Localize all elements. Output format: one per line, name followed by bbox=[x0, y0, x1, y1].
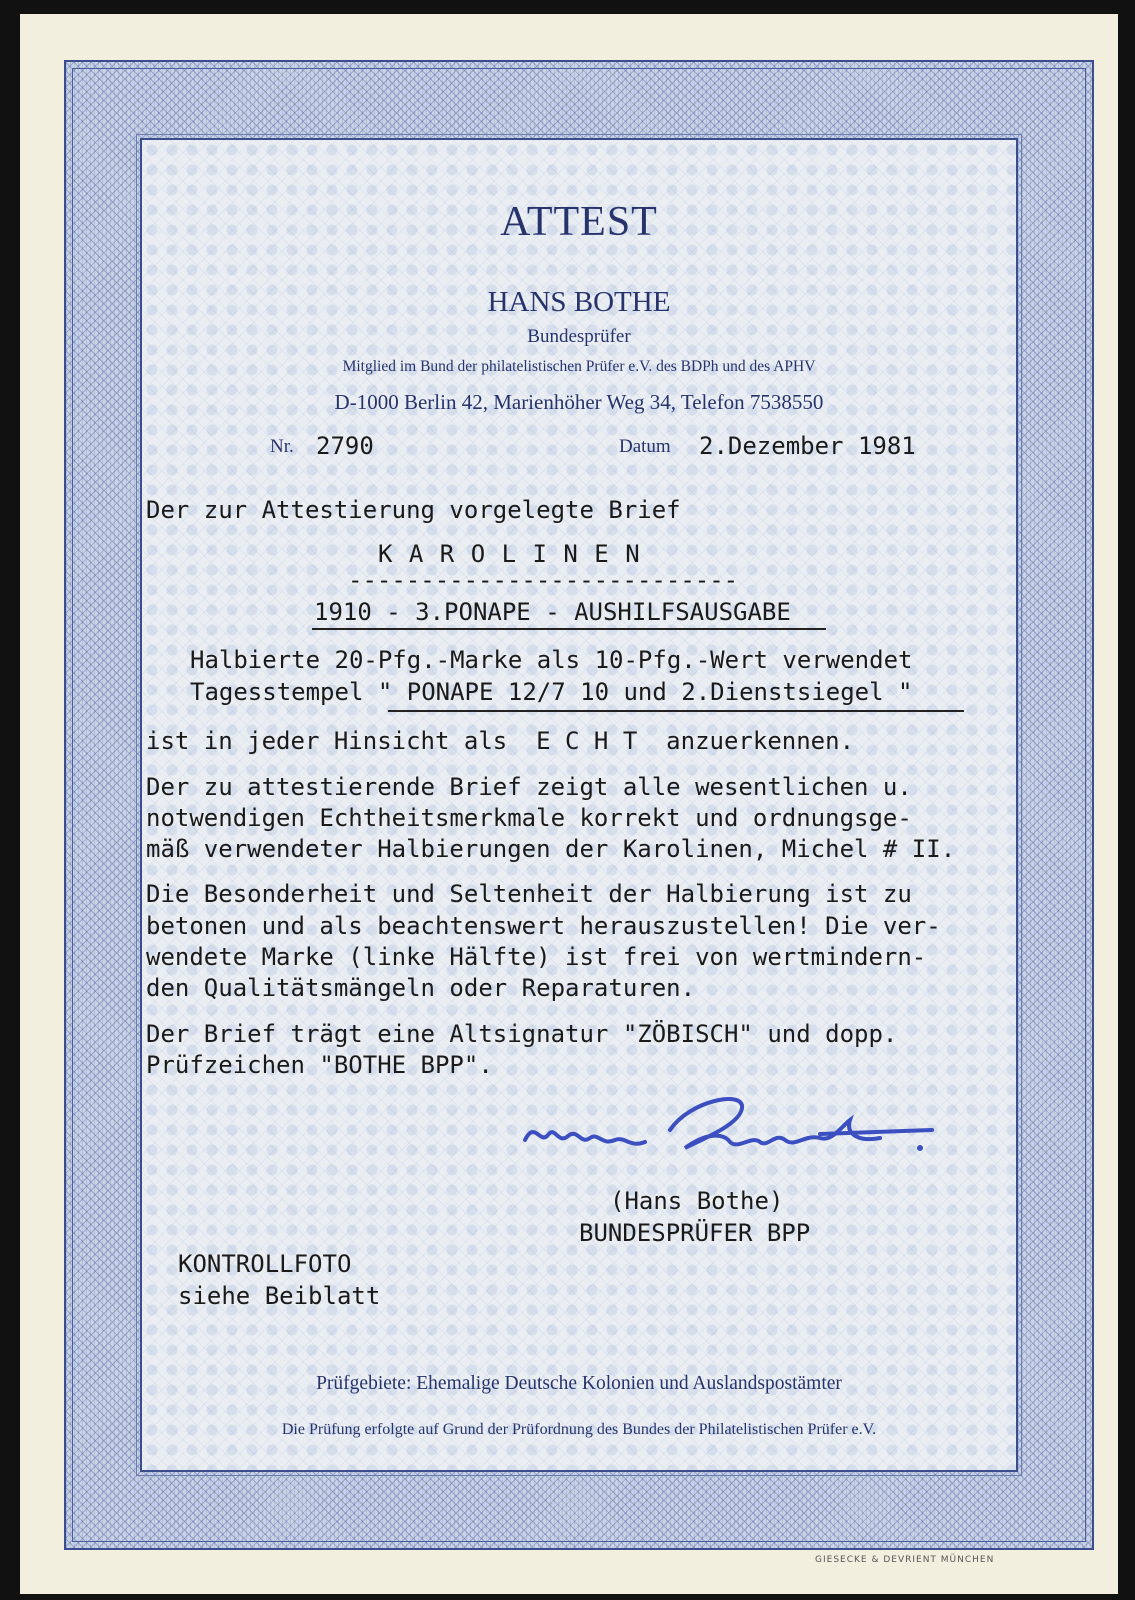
paragraph-2-line-2: betonen und als beachtenswert herauszustellen! Die ver- bbox=[146, 912, 941, 940]
signer-title: BUNDESPRÜFER BPP bbox=[579, 1219, 811, 1247]
paragraph-1-line-3: mäß verwendeter Halbierungen der Karolinen, Michel # II. bbox=[146, 835, 956, 863]
examination-areas: Prüfgebiete: Ehemalige Deutsche Kolonien und Auslandspostämter bbox=[316, 1373, 842, 1394]
printer-imprint: GIESECKE & DEVRIENT MÜNCHEN bbox=[815, 1555, 995, 1565]
paragraph-2-line-4: den Qualitätsmängeln oder Reparaturen. bbox=[146, 974, 696, 1002]
date-label: Datum bbox=[619, 436, 671, 457]
signer-name: (Hans Bothe) bbox=[610, 1187, 784, 1215]
description-line-1: Halbierte 20-Pfg.-Marke als 10-Pfg.-Wert verwendet bbox=[190, 646, 913, 674]
paragraph-2-line-3: wendete Marke (linke Hälfte) ist frei von wertmindern- bbox=[146, 943, 927, 971]
paragraph-1-line-1: Der zu attestierende Brief zeigt alle wesentlichen u. bbox=[146, 773, 912, 801]
membership-line: Mitglied im Bund der philatelistischen Prüfer e.V. des BDPh und des APHV bbox=[342, 358, 816, 375]
date-value: 2.Dezember 1981 bbox=[699, 432, 916, 460]
control-photo-label: KONTROLLFOTO bbox=[178, 1250, 352, 1278]
dash-rule: --------------------------- bbox=[348, 566, 739, 594]
country-name: K A R O L I N E N bbox=[378, 540, 641, 568]
examination-basis: Die Prüfung erfolgte auf Grund der Prüfordnung des Bundes der Philatelistischen Prüfer e.V. bbox=[281, 1421, 877, 1438]
paragraph-1-line-2: notwendigen Echtheitsmerkmale korrekt und ordnungsge- bbox=[146, 804, 912, 832]
description-underline bbox=[388, 710, 964, 712]
certificate-title: ATTEST bbox=[500, 199, 658, 245]
examiner-name: HANS BOTHE bbox=[487, 286, 671, 318]
examiner-role: Bundesprüfer bbox=[527, 326, 631, 347]
description-line-2: Tagesstempel " PONAPE 12/7 10 und 2.Dienstsiegel " bbox=[190, 678, 913, 706]
issue-line: 1910 - 3.PONAPE - AUSHILFSAUSGABE bbox=[314, 598, 791, 626]
intro-line: Der zur Attestierung vorgelegte Brief bbox=[146, 496, 681, 524]
handwritten-signature bbox=[520, 1090, 940, 1170]
paragraph-3-line-1: Der Brief trägt eine Altsignatur "ZÖBISCH" und dopp. bbox=[146, 1020, 898, 1048]
paragraph-2-line-1: Die Besonderheit und Seltenheit der Halbierung ist zu bbox=[146, 880, 912, 908]
issue-underline bbox=[312, 628, 826, 630]
paragraph-3-line-2: Prüfzeichen "BOTHE BPP". bbox=[146, 1051, 493, 1079]
nr-value: 2790 bbox=[316, 432, 374, 460]
nr-label: Nr. bbox=[270, 436, 294, 457]
verdict-line: ist in jeder Hinsicht als E C H T anzuerkennen. bbox=[146, 727, 855, 755]
address-line: D-1000 Berlin 42, Marienhöher Weg 34, Telefon 7538550 bbox=[334, 390, 824, 414]
control-photo-note: siehe Beiblatt bbox=[178, 1282, 381, 1310]
